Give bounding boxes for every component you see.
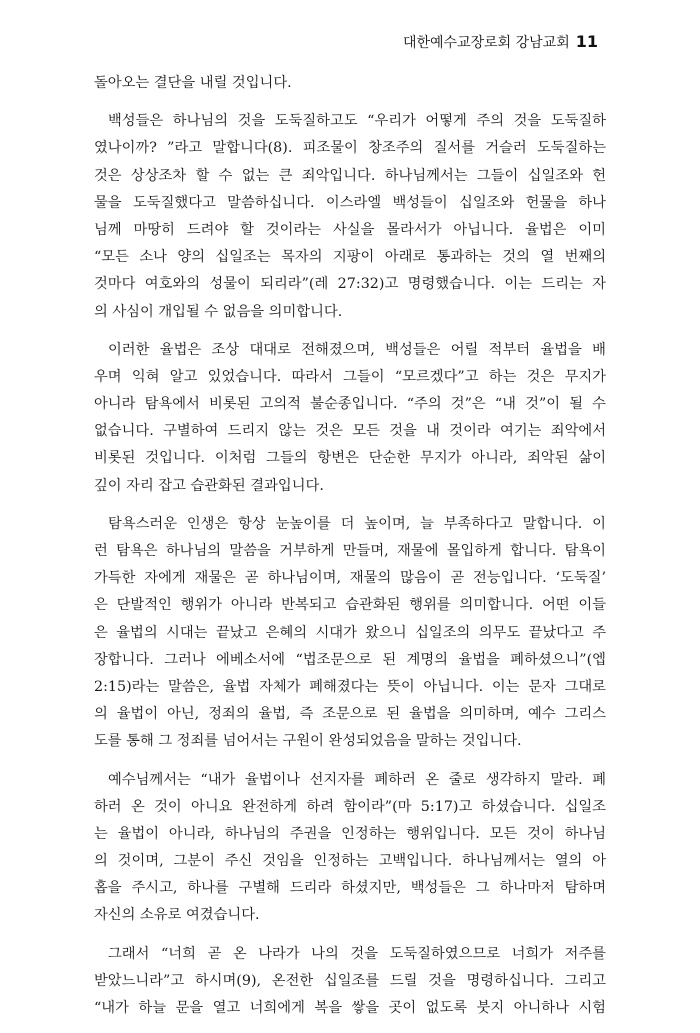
text-line: 것은 상상조차 할 수 없는 큰 죄악입니다. 하나님께서는 그들이 십일조와 헌 [94, 167, 606, 184]
text-line: 였나이까? ”라고 말합니다(8). 피조물이 창조주의 질서를 거슬러 도둑질하는 [94, 140, 606, 157]
text-line: 가득한 자에게 재물은 곧 하나님이며, 재물의 많음이 곧 전능입니다. ‘도둑질’ [94, 570, 606, 587]
text-line: 받았느니라”고 하시며(9), 온전한 십일조를 드릴 것을 명령하십니다. 그리고 [94, 972, 606, 989]
text-line: 의 사심이 개입될 수 없음을 의미합니다. [94, 303, 343, 320]
text-line: “모든 소나 양의 십일조는 목자의 지팡이 아래로 통과하는 것의 열 번째의 [94, 249, 606, 266]
paragraph [94, 941, 606, 1023]
text-line: 탐욕스러운 인생은 항상 눈높이를 더 높이며, 늘 부족하다고 말합니다. 이 [108, 515, 606, 532]
text-line: 우며 익혀 알고 있었습니다. 따라서 그들이 “모르겠다”고 하는 것은 무지가 [94, 368, 606, 385]
text-line: 장합니다. 그러나 에베소서에 “법조문으로 된 계명의 율법을 폐하셨으니”(엡 [94, 651, 606, 668]
paragraph [94, 108, 606, 326]
text-line: 홉을 주시고, 하나를 구별해 드리라 하셨지만, 백성들은 그 하나마저 탐하며 [94, 880, 606, 897]
text-line: 는 율법이 아니라, 하나님의 주권을 인정하는 행위입니다. 모든 것이 하나님 [94, 825, 606, 842]
text-line: “내가 하늘 문을 열고 너희에게 복을 쌓을 곳이 없도록 붓지 아니하나 시험 [94, 1000, 606, 1016]
text-line: 님께 마땅히 드려야 할 것이라는 사실을 몰라서가 아닙니다. 율법은 이미 [94, 221, 606, 238]
page-number: 11 [575, 32, 598, 51]
header-title: 대한예수교장로회 강남교회 [402, 35, 570, 51]
text-line: 도를 통해 그 정죄를 넘어서는 구원이 완성되었음을 말하는 것입니다. [94, 733, 522, 750]
paragraph [94, 511, 606, 756]
text-line: 것마다 여호와의 성물이 되리라”(레 27:32)고 명령했습니다. 이는 드리는 자 [94, 276, 606, 293]
text-line: 은 율법의 시대는 끝났고 은혜의 시대가 왔으니 십일조의 의무도 끝났다고 주 [94, 624, 606, 641]
text-line: 깊이 자리 잡고 습관화된 결과입니다. [94, 477, 324, 494]
paragraph [94, 70, 606, 97]
text-line: 자신의 소유로 여겼습니다. [94, 907, 260, 924]
text-line: 이러한 율법은 조상 대대로 전해졌으며, 백성들은 어릴 적부터 율법을 배 [108, 341, 606, 358]
running-header [403, 32, 598, 52]
text-line: 은 단발적인 행위가 아니라 반복되고 습관화된 행위를 의미합니다. 어떤 이들 [94, 597, 606, 614]
text-line: 비롯된 것입니다. 이처럼 그들의 항변은 단순한 무지가 아니라, 죄악된 삶이 [94, 450, 606, 467]
text-line: 의 율법이 아닌, 정죄의 율법, 즉 조문으로 된 율법을 의미하며, 예수 그리스 [94, 706, 606, 723]
text-line: 물을 도둑질했다고 말씀하십니다. 이스라엘 백성들이 십일조와 헌물을 하나 [94, 194, 606, 211]
paragraph [94, 767, 606, 930]
text-line: 2:15)라는 말씀은, 율법 자체가 폐해졌다는 뜻이 아닙니다. 이는 문자 그대로 [94, 678, 606, 695]
text-line: 하러 온 것이 아니요 완전하게 하려 함이라”(마 5:17)고 하셨습니다. 십일조 [94, 798, 606, 815]
text-line: 그래서 “너희 곧 온 나라가 나의 것을 도둑질하였으므로 너희가 저주를 [108, 945, 606, 962]
text-line: 돌아오는 결단을 내릴 것입니다. [94, 75, 292, 91]
text-line: 의 것이며, 그분이 주신 것임을 인정하는 고백입니다. 하나님께서는 열의 아 [94, 853, 606, 870]
text-line: 런 탐욕은 하나님의 말씀을 거부하게 만들며, 재물에 몰입하게 합니다. 탐욕이 [94, 543, 606, 559]
body-text [94, 70, 606, 1033]
text-line: 없습니다. 구별하여 드리지 않는 것은 모든 것을 내 것이라 여기는 죄악에서 [94, 423, 606, 440]
paragraph [94, 337, 606, 500]
text-line: 아니라 탐욕에서 비롯된 고의적 불순종입니다. “주의 것”은 “내 것”이 될 수 [94, 396, 606, 413]
text-line: 백성들은 하나님의 것을 도둑질하고도 “우리가 어떻게 주의 것을 도둑질하 [108, 113, 606, 130]
text-line: 예수님께서는 “내가 율법이나 선지자를 폐하러 온 줄로 생각하지 말라. 폐 [108, 771, 606, 788]
